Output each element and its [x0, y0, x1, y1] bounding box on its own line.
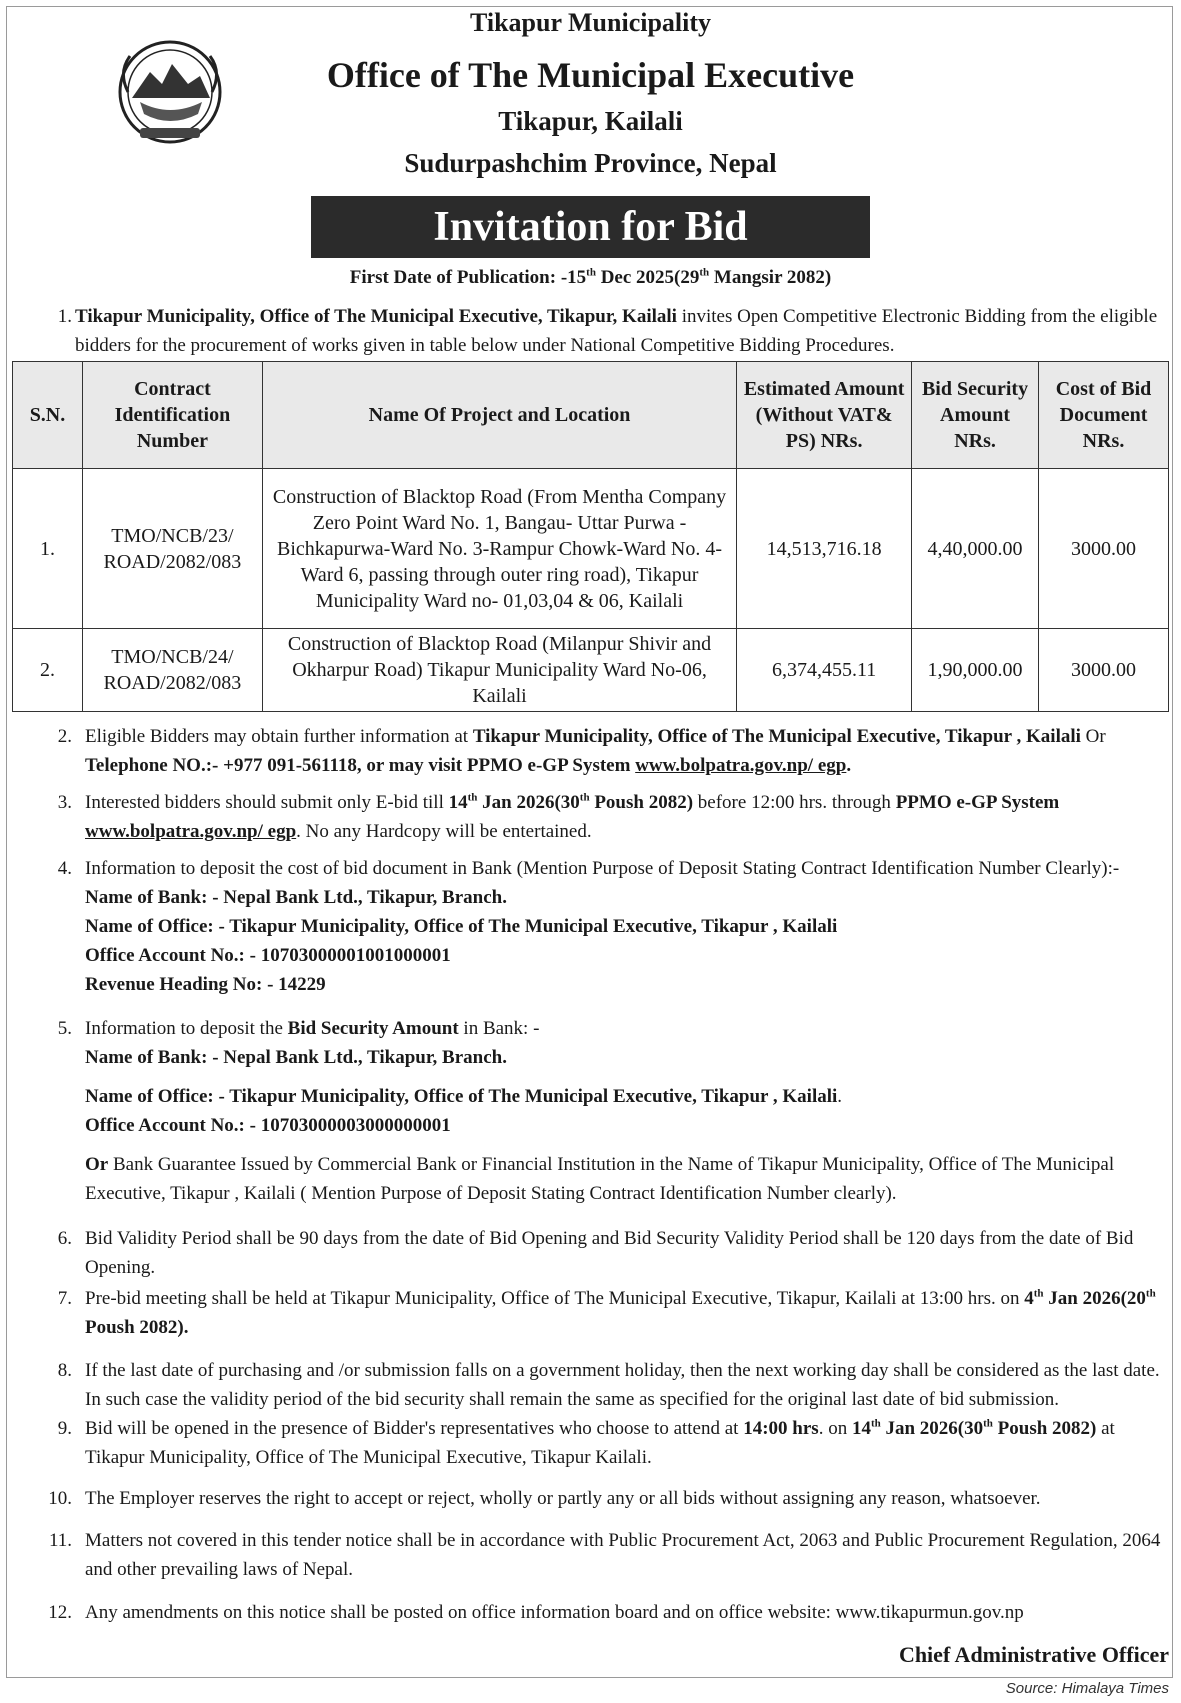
signature-title: Chief Administrative Officer [898, 1642, 1169, 1667]
cell-sn: 2. [13, 629, 83, 712]
notice-title: Invitation for Bid [311, 196, 870, 258]
header-document-cost: Cost of Bid Document NRs. [1039, 362, 1169, 469]
clause-7: 7. Pre-bid meeting shall be held at Tikapur Municipality, Office of The Municipal Executive, Tikapur, Kailali at 13:00 hrs. on 4th Jan 2026(20th Poush 2082). [57, 1287, 1156, 1338]
bolpatra-link[interactable]: www.bolpatra.gov.np/ egp [85, 821, 297, 842]
clause-10: 10. The Employer reserves the right to accept or reject, wholly or partly any or all bids without assigning any reason, whatsoever. [48, 1488, 1041, 1509]
office-name: Office of The Municipal Executive [326, 55, 855, 95]
header-bid-security: Bid Security Amount NRs. [912, 362, 1039, 469]
cell-bid-security: 4,40,000.00 [912, 469, 1039, 629]
clause-4: 4. Information to deposit the cost of bid document in Bank (Mention Purpose of Deposit Stating Contract Identification Number Clearly):- Name of Bank: - Nepal Bank Ltd., Tikapur, Branch. Name of Office: - Tikapur Municipality, Office of The Municipal Executive, Tikapur , Kailali Office Account No.: - 10703000001001000001 Revenue Heading No: - 14229 [57, 858, 1120, 995]
clause-12: 12. Any amendments on this notice shall be posted on office information board and on office website: www.tikapurmun.gov.np [48, 1602, 1024, 1623]
cell-project: Construction of Blacktop Road (From Mentha Company Zero Point Ward No. 1, Bangau- Uttar Purwa - Bichkapurwa-Ward No. 3-Rampur Chowk-Ward No. 4-Ward 6, passing through outer ring road), Tikapur Municipality Ward no- 01,03,04 & 06, Kailali [262, 469, 736, 629]
cell-document-cost: 3000.00 [1039, 469, 1169, 629]
clause-11: 11. Matters not covered in this tender notice shall be in accordance with Public Procurement Act, 2063 and Public Procurement Regulation, 2064 and other prevailing laws of Nepal. [48, 1530, 1161, 1580]
bid-table [12, 361, 1169, 712]
cell-estimated-amount: 14,513,716.18 [737, 469, 912, 629]
cell-sn: 1. [13, 469, 83, 629]
bolpatra-link[interactable]: www.bolpatra.gov.np/ egp [635, 755, 847, 776]
cell-estimated-amount: 6,374,455.11 [737, 629, 912, 712]
header-project: Name Of Project and Location [262, 362, 736, 469]
source-credit: Source: Himalaya Times [1005, 1680, 1169, 1697]
header-estimated-amount: Estimated Amount (Without VAT& PS) NRs. [737, 362, 912, 469]
clause-2: 2. Eligible Bidders may obtain further information at Tikapur Municipality, Office of The Municipal Executive, Tikapur , Kailali Or Telephone NO.:- +977 091-561118, or may visit PPMO e-GP System www.bolpatra.gov.np/ egp. [57, 726, 1106, 776]
office-location: Tikapur, Kailali [498, 106, 683, 136]
clause-5: 5. Information to deposit the Bid Security Amount in Bank: - Name of Bank: - Nepal Bank Ltd., Tikapur, Branch. Name of Office: - Tikapur Municipality, Office of The Municipal Executive, Tikapur , Kailali. Office Account No.: - 10703000003000000001 Or Bank Guarantee Issued by Commercial Bank or Financial Institution in the Name of Tikapur Municipality, Office of The Municipal Executive, Tikapur , Kailali ( Mention Purpose of Deposit Stating Contract Identification Number clearly). [57, 1018, 1115, 1204]
clause-9: 9. Bid will be opened in the presence of Bidder's representatives who choose to attend at 14:00 hrs. on 14th Jan 2026(30th Poush 2082) at Tikapur Municipality, Office of The Municipal Executive, Tikapur Kailali. [57, 1417, 1115, 1468]
publication-date: First Date of Publication: -15th Dec 2025(29th Mangsir 2082) [349, 266, 832, 288]
table-header-row [13, 362, 1169, 469]
cell-contract-id: TMO/NCB/23/ ROAD/2082/083 [82, 469, 262, 629]
cell-project: Construction of Blacktop Road (Milanpur Shivir and Okharpur Road) Tikapur Municipality Ward No-06, Kailali [262, 629, 736, 712]
clause-1: 1. Tikapur Municipality, Office of The Municipal Executive, Tikapur, Kailali invites Open Competitive Electronic Bidding from the eligible bidders for the procurement of works given in table below under National Competitive Bidding Procedures. [57, 306, 1158, 356]
cell-document-cost: 3000.00 [1039, 629, 1169, 712]
clause-6: 6. Bid Validity Period shall be 90 days from the date of Bid Opening and Bid Security Validity Period shall be 120 days from the date of Bid Opening. [57, 1228, 1134, 1278]
province-name: Sudurpashchim Province, Nepal [404, 148, 777, 178]
table-row [13, 469, 1169, 629]
clause-3: 3. Interested bidders should submit only E-bid till 14th Jan 2026(30th Poush 2082) before 12:00 hrs. through PPMO e-GP System www.bolpatra.gov.np/ egp. No any Hardcopy will be entertained. [57, 791, 1060, 842]
cell-bid-security: 1,90,000.00 [912, 629, 1039, 712]
municipality-name: Tikapur Municipality [469, 8, 712, 37]
header-sn: S.N. [13, 362, 83, 469]
table-row [13, 629, 1169, 712]
clause-8: 8. If the last date of purchasing and /or submission falls on a government holiday, then the next working day shall be considered as the last date. In such case the validity period of the bid security shall remain the same as specified for the original last date of bid submission. [57, 1360, 1160, 1410]
cell-contract-id: TMO/NCB/24/ ROAD/2082/083 [82, 629, 262, 712]
header-contract-id: Contract Identification Number [82, 362, 262, 469]
